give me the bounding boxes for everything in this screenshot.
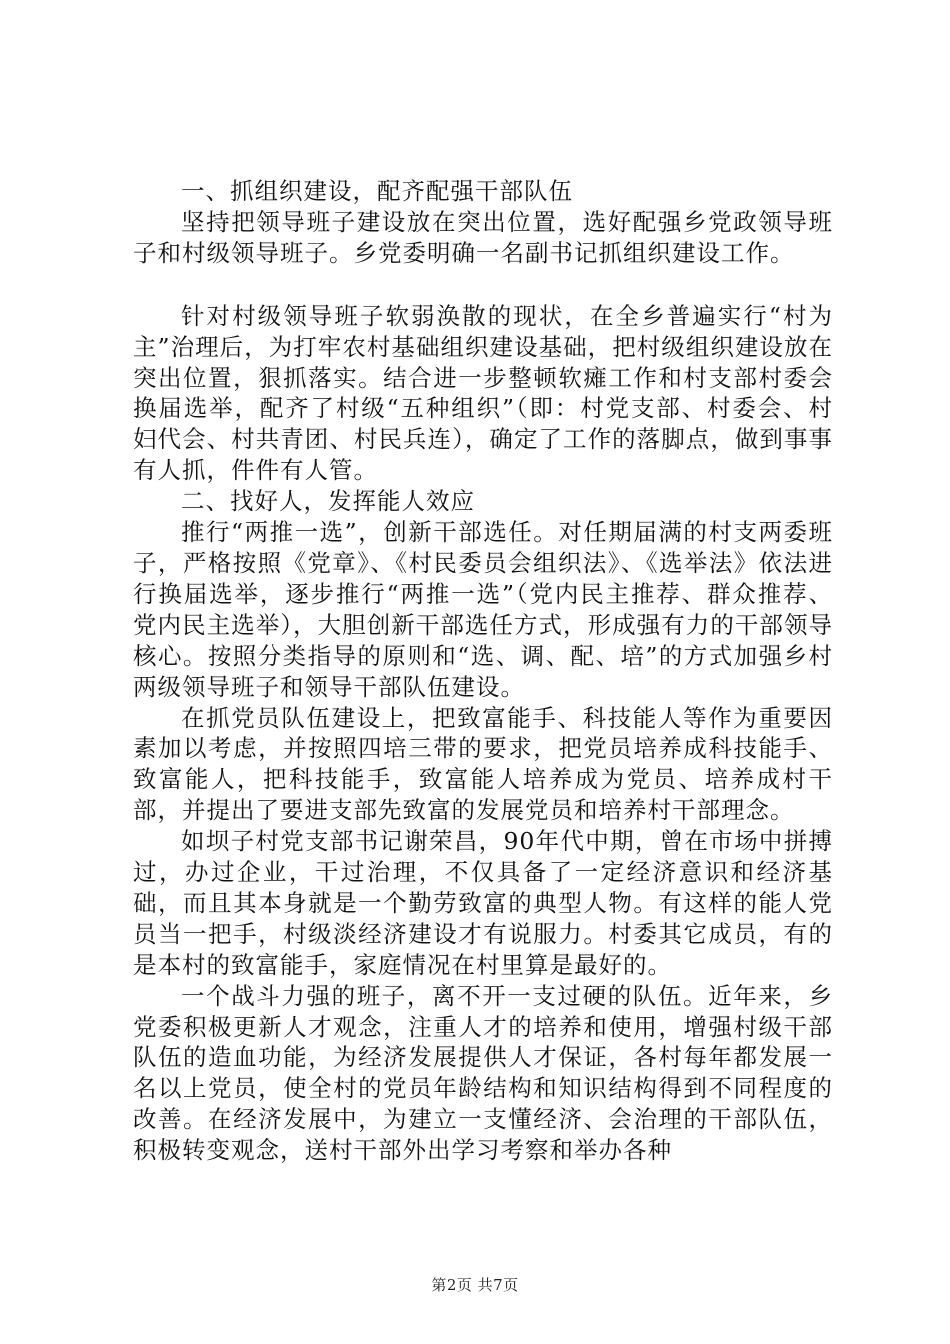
section-heading-2: 二、找好人，发挥能人效应: [181, 487, 475, 516]
paragraph-talent-team: 一个战斗力强的班子，离不开一支过硬的队伍。近年来，乡党委积极更新人才观念，注重人才的培养和使用，增强村级干部队伍的造血功能，为经济发展提供人才保证，各村每年都发展一名以上党员，使全村的党员年龄结构和知识结构得到不同程度的改善。在经济发展中，为建立一支懂经济、会治理的干部队伍，积极转变观念，送村干部外出学习考察和举办各种: [133, 981, 833, 1165]
paragraph-party-member-building: 在抓党员队伍建设上，把致富能手、科技能人等作为重要因素加以考虑，并按照四培三带的要求，把党员培养成科技能手、致富能人，把科技能手，致富能人培养成为党员、培养成村干部，并提出了要进支部先致富的发展党员和培养村干部理念。: [133, 703, 833, 825]
page-number-footer: 第2页 共7页: [431, 1276, 519, 1294]
paragraph-leadership: 坚持把领导班子建设放在突出位置，选好配强乡党政领导班子和村级领导班子。乡党委明确一名副书记抓组织建设工作。: [133, 207, 833, 267]
paragraph-two-recommend-one-elect: 推行“两推一选”，创新干部选任。对任期届满的村支两委班子，严格按照《党章》、《村民委员会组织法》、《选举法》依法进行换届选举，逐步推行“两推一选”（党内民主推荐、群众推荐、党内民主选举），大胆创新干部选任方式，形成强有力的干部领导核心。按照分类指导的原则和“选、调、配、培”的方式加强乡村两级领导班子和领导干部队伍建设。: [133, 518, 833, 701]
section-heading-1: 一、抓组织建设，配齐配强干部队伍: [181, 177, 573, 205]
paragraph-bazi-village-example: 如坝子村党支部书记谢荣昌，90年代中期，曾在市场中拼搏过，办过企业，干过治理，不仅具备了一定经济意识和经济基础，而且其本身就是一个勤劳致富的典型人物。有这样的能人党员当一把手，村级淡经济建设才有说服力。村委其它成员，有的是本村的致富能手，家庭情况在村里算是最好的。: [133, 827, 833, 979]
document-body: [133, 176, 833, 1166]
paragraph-village-organization: 针对村级领导班子软弱涣散的现状，在全乡普遍实行“村为主”治理后，为打牢农村基础组织建设基础，把村级组织建设放在突出位置，狠抓落实。结合进一步整顿软瘫工作和村支部村委会换届选举，配齐了村级“五种组织”（即：村党支部、村委会、村妇代会、村共青团、村民兵连），确定了工作的落脚点，做到事事有人抓，件件有人管。: [133, 301, 833, 485]
